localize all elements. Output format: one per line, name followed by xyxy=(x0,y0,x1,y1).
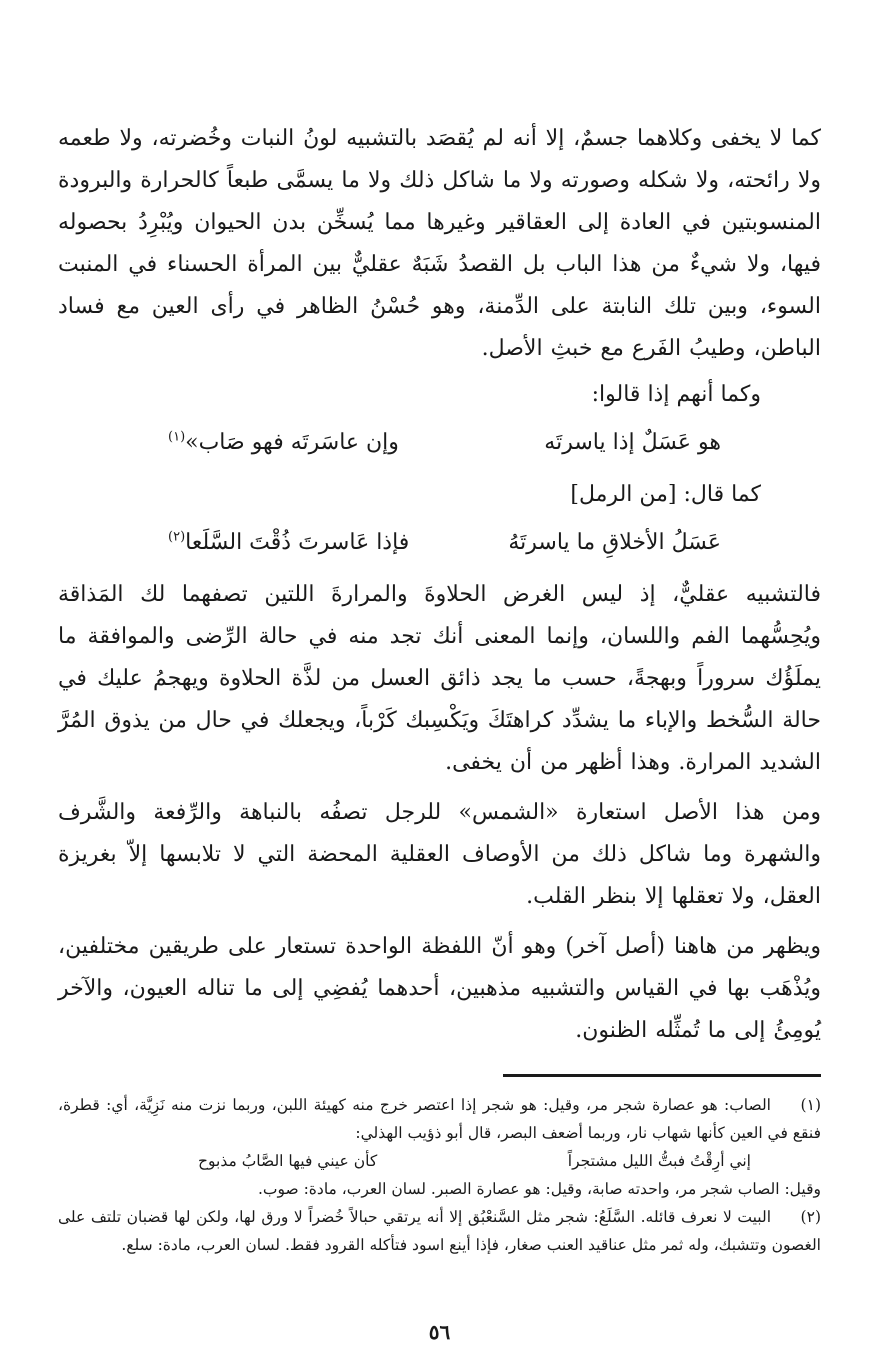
paragraph-3: ومن هذا الأصل استعارة «الشمس» للرجل تصفُه بالنباهة والرِّفعة والشَّرف والشهرة وما شاكل ذلك من الأوصاف العقلية المحضة التي لا تلابسها إلاّ بغريزة العقل، ولا تعقلها إلا بنظر القلب. xyxy=(58,800,821,909)
footnote-verse-second-hemistich: كأن عيني فيها الصَّابُ مذبوح xyxy=(198,1152,378,1170)
footnote-1 xyxy=(58,1091,821,1147)
footnote-verse-first-hemistich: إني أرِقْتُ فبتُّ الليل مشتجراً xyxy=(567,1152,751,1170)
verse-intro-2: كما قال: [من الرمل] xyxy=(570,482,761,507)
verse-line-1 xyxy=(58,422,821,464)
footnote-ref-2: (٢) xyxy=(168,529,186,545)
verse-1-first-hemistich: هو عَسَلٌ إذا ياسرتَه xyxy=(544,430,721,455)
footnote-2-text: البيت لا نعرف قائله. السَّلَعُ: شجر مثل السَّنعْبُق إلا أنه يرتقي حبالاً خُضراً لا ورق لها، ولكن لها قضبان تلتف على الغصون وتتشبك، وله ثمر مثل عناقيد العنب صغار، فإذا أينع اسود فتأكله القرود فقط. لسان العرب، مادة: سلع. xyxy=(58,1208,821,1254)
paragraph-2: فالتشبيه عقليٌّ، إذ ليس الغرض الحلاوةَ والمرارةَ اللتين تصفهما لك المَذاقة ويُحِسُّهما الفم واللسان، وإنما المعنى أنك تجد منه في حالة الرِّضى والموافقة ما يملَؤُك سروراً وبهجةً، حسب ما يجد ذائق العسل من لذَّة الحلاوة ويهجمُ عليك في حالة السُّخط والإباء ما يشدِّد كراهتَكَ ويَكْسِبك كَرْباً، ويجعلك في حال من يذوق المُرَّ الشديد المرارة. وهذا أظهر من أن يخفى. xyxy=(58,582,821,775)
footnote-separator xyxy=(503,1074,821,1077)
verse-1-second-hemistich: وإن عاسَرتَه فهو صَاب»$^{(١)}$ xyxy=(168,429,399,455)
footnote-1-verse xyxy=(58,1147,821,1175)
paragraph-1: كما لا يخفى وكلاهما جسمٌ، إلا أنه لم يُقصَد بالتشبيه لونُ النبات وخُضرته، ولا طعمه ولا رائحته، ولا شكله وصورته ولا ما شاكل ذلك ولا ما يسمَّى طبعاً كالحرارة والبرودة المنسوبتين في العادة إلى العقاقير وغيرها مما يُسخِّن بدن الحيوان ويُبْرِدُ بحصوله فيها، ولا شيءٌ من هذا الباب بل القصدُ شَبَهٌ عقليٌّ بين المرأة الحسناء في المنبت السوء، وبين تلك النابتة على الدِّمنة، وهو حُسْنُ الظاهر في رأى العين مع فساد الباطن، وطيبُ الفَرع مع خبثِ الأصل. xyxy=(58,126,821,361)
footnote-1-number: (١) xyxy=(800,1096,821,1114)
footnote-2 xyxy=(58,1203,821,1259)
paragraph-4: ويظهر من هاهنا (أصل آخر) وهو أنّ اللفظة الواحدة تستعار على طريقين مختلفين، ويُذْهَب بها في القياس والتشبيه مذهبين، أحدهما يُفضِي إلى ما تناله العيون، والآخر يُومِئُ إلى ما تُمثِّله الظنون. xyxy=(58,934,821,1043)
footnote-1-text: الصاب: هو عصارة شجر مر، وقيل: هو شجر إذا اعتصر خرج منه كهيئة اللبن، وربما نزت منه نَزِيَّة، أي: قطرة، فنقع في العين كأنها شهاب نار، وربما أضعف البصر، قال أبو ذؤيب الهذلي: xyxy=(58,1096,821,1142)
footnote-1-continuation: وقيل: الصاب شجر مر، واحدته صابة، وقيل: هو عصارة الصبر. لسان العرب، مادة: صوب. xyxy=(257,1180,821,1198)
footnote-ref-1: (١) xyxy=(168,429,186,445)
footnote-2-number: (٢) xyxy=(800,1208,821,1226)
verse-line-2 xyxy=(58,522,821,564)
verse-intro-1: وكما أنهم إذا قالوا: xyxy=(591,382,761,407)
verse-2-first-hemistich: عَسَلُ الأخلاقِ ما ياسرتَهُ xyxy=(508,530,721,555)
page-number: ٥٦ xyxy=(428,1320,451,1344)
verse-2-second-hemistich: فإذا عَاسرتَ ذُقْتَ السَّلَعا$^{(٢)}$ xyxy=(168,529,410,555)
